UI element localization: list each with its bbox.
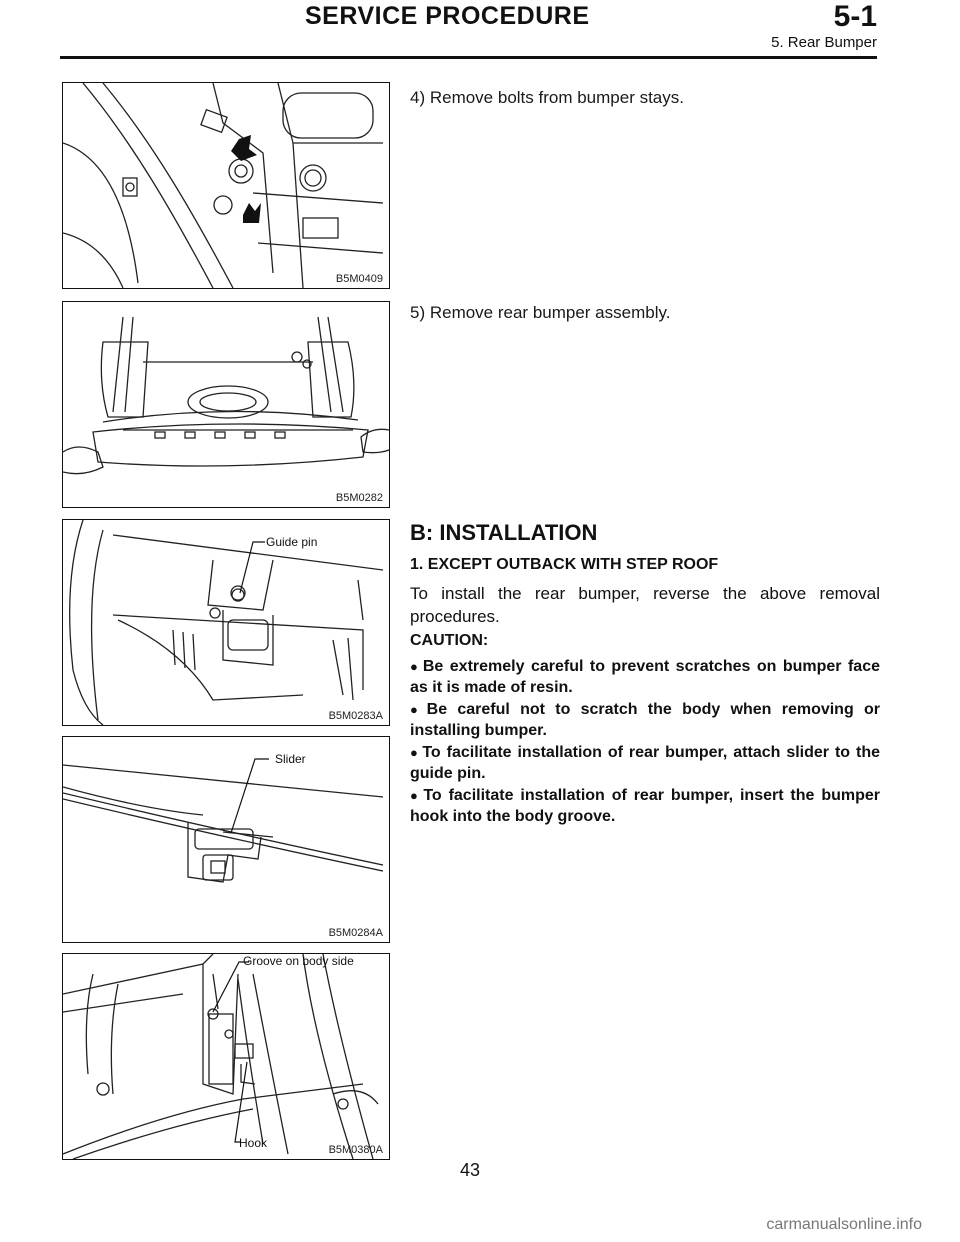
figure-slider-drawing [63, 737, 389, 942]
bullet-icon: ● [410, 788, 421, 803]
sub-heading-except-outback: 1. EXCEPT OUTBACK WITH STEP ROOF [410, 556, 719, 573]
section-number: 5-1 [833, 0, 877, 33]
callout-slider: Slider [275, 752, 306, 766]
caution-item [410, 656, 880, 698]
figure-guide-pin-drawing [63, 520, 389, 725]
caution-item [410, 699, 880, 741]
bullet-icon: ● [410, 745, 420, 760]
caution-text: To facilitate installation of rear bumper, attach slider to the guide pin. [410, 744, 880, 782]
caution-label: CAUTION: [410, 632, 489, 649]
figure-bumper-removal [62, 301, 390, 508]
section-heading-installation: B: INSTALLATION [410, 520, 598, 545]
caution-text: Be careful not to scratch the body when removing or installing bumper. [410, 701, 880, 739]
figure-guide-pin [62, 519, 390, 726]
caution-text: Be extremely careful to prevent scratches on bumper face as it is made of resin. [410, 658, 881, 696]
figure-bumper-stay-bolts-drawing [63, 83, 389, 288]
caution-list [410, 656, 880, 828]
watermark: carmanualsonline.info [766, 1216, 922, 1233]
callout-groove-on-body-side: Groove on body side [243, 954, 354, 968]
figure-bumper-stay-bolts [62, 82, 390, 289]
installation-body: To install the rear bumper, reverse the above removal procedures. [410, 584, 880, 626]
caution-text: To facilitate installation of rear bumper, insert the bumper hook into the body groove. [410, 787, 880, 825]
figure-groove-hook-drawing [63, 954, 389, 1159]
figure-code: B5M0283A [328, 710, 383, 722]
callout-guide-pin: Guide pin [266, 535, 318, 549]
figure-groove-hook [62, 953, 390, 1160]
step-remove-bumper: 5) Remove rear bumper assembly. [410, 303, 671, 322]
callout-hook: Hook [239, 1136, 268, 1150]
figure-bumper-removal-drawing [63, 302, 389, 507]
bullet-icon: ● [410, 659, 420, 674]
header-rule [60, 56, 877, 59]
header-title: SERVICE PROCEDURE [305, 2, 590, 30]
step-remove-bolts: 4) Remove bolts from bumper stays. [410, 88, 684, 107]
figure-slider [62, 736, 390, 943]
page-number: 43 [459, 1160, 481, 1180]
figure-code: B5M0380A [328, 1144, 383, 1156]
caution-item [410, 742, 880, 784]
caution-item [410, 785, 880, 827]
figure-code: B5M0282 [335, 492, 383, 504]
figure-code: B5M0284A [328, 927, 383, 939]
header-subtitle: 5. Rear Bumper [771, 34, 877, 51]
bullet-icon: ● [410, 702, 424, 717]
figure-code: B5M0409 [335, 273, 383, 285]
